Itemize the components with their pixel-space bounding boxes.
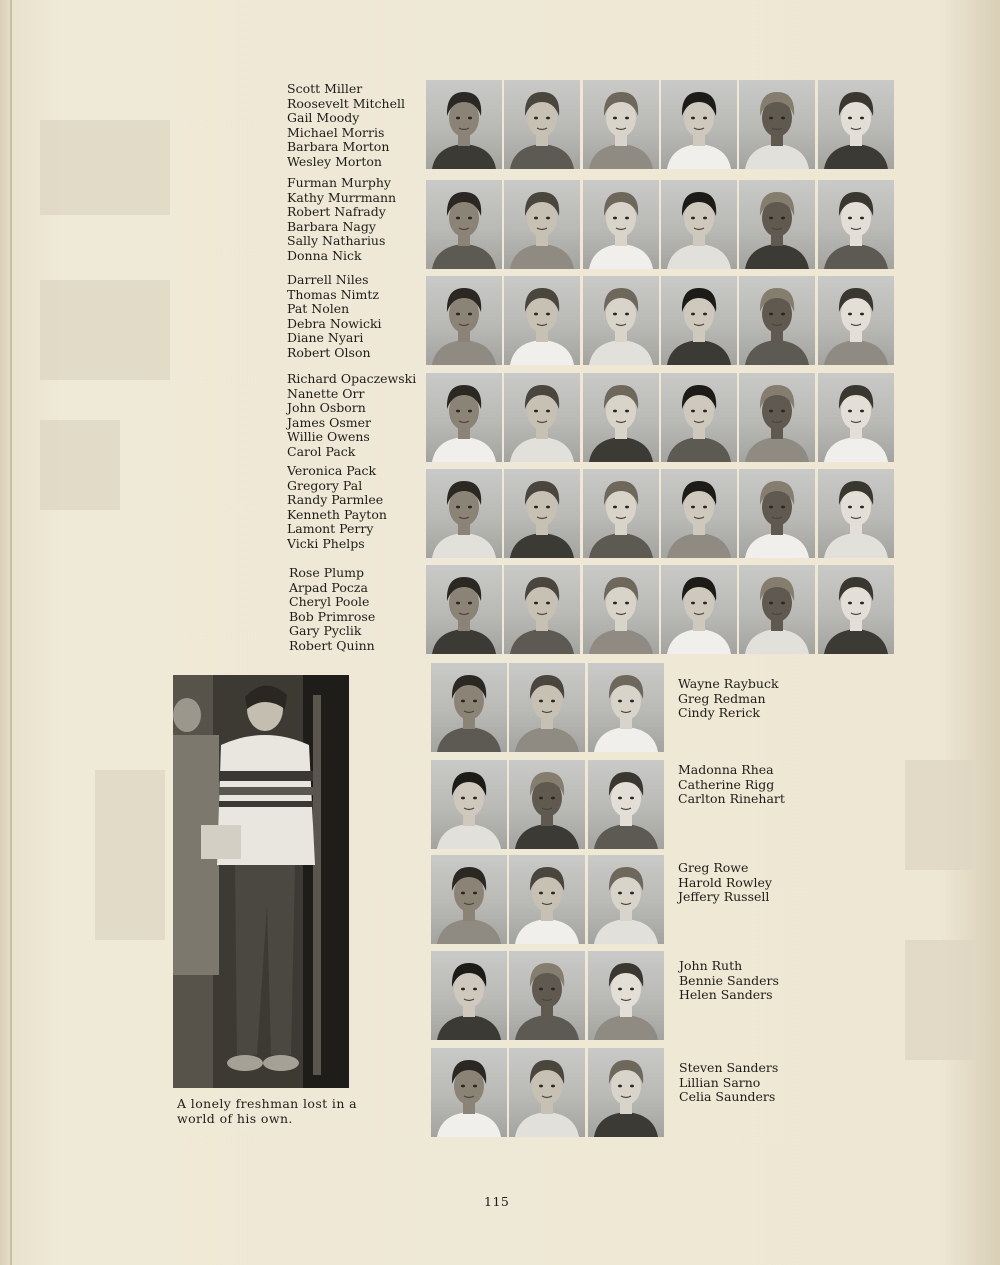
- student-name: Gail Moody: [287, 110, 360, 126]
- student-portrait: [739, 276, 815, 365]
- student-name: Celia Saunders: [679, 1089, 776, 1105]
- student-name: Bennie Sanders: [679, 972, 779, 988]
- student-name: Carol Pack: [287, 443, 356, 459]
- student-portrait: [818, 276, 894, 365]
- student-name: James Osmer: [287, 414, 371, 430]
- student-portrait: [818, 373, 894, 462]
- student-name: Diane Nyari: [287, 330, 364, 346]
- student-name: Darrell Niles: [287, 272, 369, 287]
- student-portrait: [588, 1048, 664, 1137]
- student-name: Robert Nafrady: [287, 204, 386, 220]
- name-list-row-5: [287, 464, 387, 552]
- name-list-row-7: [678, 677, 779, 721]
- student-name: Jeffery Russell: [678, 889, 770, 905]
- name-list-row-4: [287, 372, 416, 460]
- student-name: Steven Sanders: [679, 1060, 779, 1075]
- name-list-row-2: [287, 176, 396, 264]
- student-portrait: [431, 951, 507, 1040]
- student-name: Vicki Phelps: [287, 535, 365, 551]
- student-portrait: [583, 80, 659, 169]
- student-name: Lamont Perry: [287, 521, 374, 537]
- student-name: Nanette Orr: [287, 385, 365, 401]
- student-portrait: [431, 855, 507, 944]
- bleed-through-shape: [905, 940, 975, 1060]
- student-portrait: [431, 760, 507, 849]
- student-name: Cindy Rerick: [678, 705, 761, 721]
- student-portrait: [509, 1048, 585, 1137]
- bleed-through-shape: [40, 280, 170, 380]
- student-name: Lillian Sarno: [679, 1074, 761, 1090]
- student-name: Robert Olson: [287, 344, 371, 360]
- student-portrait: [583, 373, 659, 462]
- student-name: Donna Nick: [287, 247, 362, 263]
- student-portrait: [426, 373, 502, 462]
- student-name: Scott Miller: [287, 81, 363, 96]
- student-name: Bob Primrose: [289, 608, 376, 624]
- student-portrait: [426, 276, 502, 365]
- student-portrait: [739, 80, 815, 169]
- student-name: Robert Quinn: [289, 637, 375, 653]
- student-name: Rose Plump: [289, 565, 365, 580]
- student-name: Greg Rowe: [678, 860, 749, 875]
- student-name: Roosevelt Mitchell: [287, 95, 405, 111]
- student-portrait: [661, 565, 737, 654]
- student-name: Richard Opaczewski: [287, 371, 417, 386]
- student-portrait: [583, 469, 659, 558]
- page-fold: [10, 0, 12, 1265]
- student-name: Pat Nolen: [287, 301, 350, 317]
- student-portrait: [661, 276, 737, 365]
- student-portrait: [661, 180, 737, 269]
- name-list-row-3: [287, 273, 382, 361]
- caption-line: world of his own.: [177, 1111, 293, 1126]
- student-portrait: [583, 180, 659, 269]
- student-portrait: [509, 760, 585, 849]
- student-portrait: [509, 663, 585, 752]
- student-portrait: [661, 469, 737, 558]
- student-portrait: [583, 565, 659, 654]
- name-list-row-1: [287, 82, 405, 170]
- student-portrait: [588, 855, 664, 944]
- student-portrait: [588, 951, 664, 1040]
- name-list-row-8: [678, 763, 785, 807]
- student-portrait: [504, 80, 580, 169]
- student-name: Madonna Rhea: [678, 762, 774, 777]
- feature-photo: [173, 675, 349, 1088]
- student-portrait: [739, 180, 815, 269]
- student-name: Cheryl Poole: [289, 594, 370, 610]
- student-name: Debra Nowicki: [287, 315, 382, 331]
- student-portrait: [426, 180, 502, 269]
- student-name: Gregory Pal: [287, 477, 363, 493]
- student-portrait: [818, 469, 894, 558]
- student-portrait: [661, 80, 737, 169]
- bleed-through-shape: [40, 420, 120, 510]
- student-name: Randy Parmlee: [287, 492, 384, 508]
- student-name: Sally Natharius: [287, 233, 386, 249]
- student-portrait: [504, 373, 580, 462]
- student-name: Kenneth Payton: [287, 506, 387, 522]
- student-name: Gary Pyclik: [289, 623, 362, 639]
- bleed-through-shape: [40, 120, 170, 215]
- student-portrait: [588, 760, 664, 849]
- student-name: Harold Rowley: [678, 874, 772, 890]
- student-name: Willie Owens: [287, 429, 370, 445]
- student-name: Wesley Morton: [287, 153, 382, 169]
- student-portrait: [426, 469, 502, 558]
- student-name: Barbara Nagy: [287, 218, 376, 234]
- student-portrait: [504, 565, 580, 654]
- student-portrait: [818, 180, 894, 269]
- student-portrait: [431, 1048, 507, 1137]
- name-list-row-11: [679, 1061, 778, 1105]
- student-name: John Ruth: [679, 958, 743, 973]
- student-portrait: [509, 855, 585, 944]
- student-name: John Osborn: [287, 400, 366, 416]
- student-portrait: [583, 276, 659, 365]
- student-portrait: [739, 565, 815, 654]
- page-number: 115: [484, 1194, 510, 1209]
- student-portrait: [509, 951, 585, 1040]
- name-list-row-9: [678, 861, 772, 905]
- student-name: Thomas Nimtz: [287, 286, 380, 302]
- student-portrait: [588, 663, 664, 752]
- student-portrait: [431, 663, 507, 752]
- student-portrait: [426, 80, 502, 169]
- student-name: Carlton Rinehart: [678, 791, 785, 807]
- photo-caption: [177, 1096, 367, 1126]
- student-name: Barbara Morton: [287, 139, 390, 155]
- bleed-through-shape: [95, 770, 165, 940]
- student-portrait: [739, 469, 815, 558]
- student-name: Wayne Raybuck: [678, 676, 779, 691]
- student-portrait: [504, 469, 580, 558]
- student-name: Helen Sanders: [679, 987, 773, 1003]
- student-name: Arpad Pocza: [289, 579, 368, 595]
- student-name: Greg Redman: [678, 690, 766, 706]
- bleed-through-shape: [905, 760, 975, 870]
- student-portrait: [818, 80, 894, 169]
- student-portrait: [504, 276, 580, 365]
- student-portrait: [739, 373, 815, 462]
- student-name: Michael Morris: [287, 124, 385, 140]
- student-portrait: [661, 373, 737, 462]
- name-list-row-10: [679, 959, 779, 1003]
- student-portrait: [426, 565, 502, 654]
- student-name: Furman Murphy: [287, 175, 391, 190]
- student-name: Veronica Pack: [287, 463, 377, 478]
- caption-line: A lonely freshman lost in a: [177, 1096, 358, 1111]
- student-portrait: [818, 565, 894, 654]
- student-portrait: [504, 180, 580, 269]
- feature-photo-illustration: [173, 675, 349, 1088]
- student-name: Kathy Murrmann: [287, 189, 397, 205]
- name-list-row-6: [289, 566, 375, 654]
- student-name: Catherine Rigg: [678, 776, 775, 792]
